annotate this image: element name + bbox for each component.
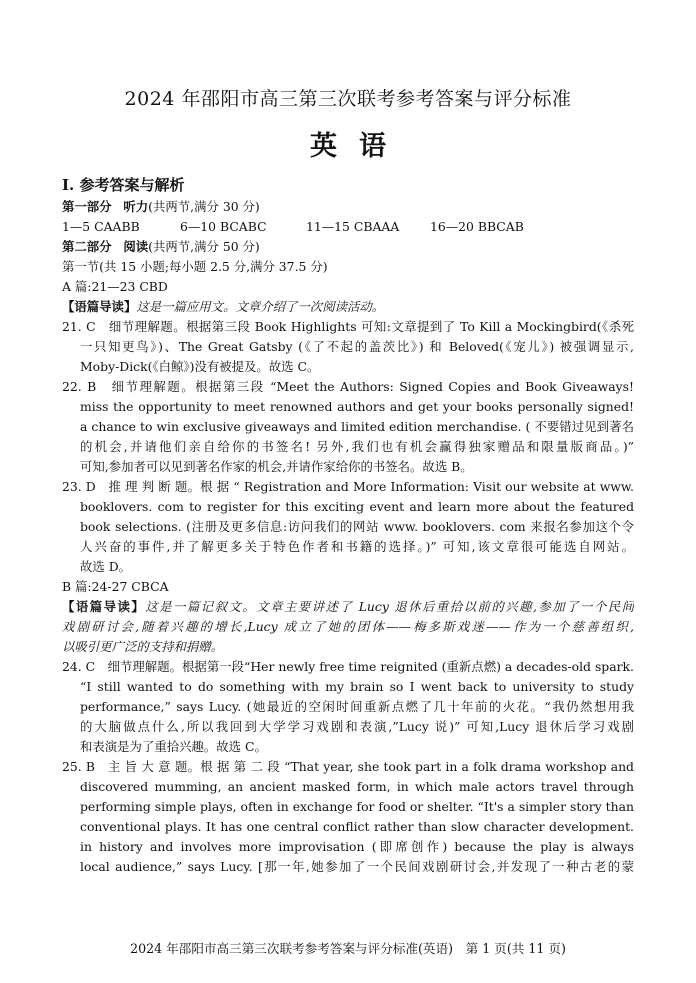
q23-line: 故选 D。: [80, 559, 132, 574]
part2-heading: [62, 237, 634, 257]
section-instructions: 第一节(共 15 小题;每小题 2.5 分,满分 37.5 分): [62, 259, 328, 274]
listening-answers: [62, 217, 634, 237]
subject-title: 英语: [310, 131, 408, 162]
q22-line: a chance to win exclusive giveaways and limited edition merchandise. ( 不要错过见到著名: [80, 419, 634, 434]
q25-line: local audience,” says Lucy. [那一年,她参加了一个民间戏剧研讨会,并发现了一种古老的蒙: [80, 859, 634, 874]
passage-a-answers: A 篇:21—23 CBD: [62, 279, 168, 294]
q22-line: 可知,参加者可以见到著名作家的机会,并请作家给你的书签名。故选 B。: [80, 459, 473, 474]
q24-line: performance,” says Lucy. (她最近的空闲时间重新点燃了几十年前的火花。“我仍然想用我: [80, 699, 634, 714]
part2-desc: (共两节,满分 50 分): [148, 239, 260, 254]
q24-line: 和表演是为了重拾兴趣。故选 C。: [80, 739, 267, 754]
guide-text: 这是一篇记叙文。文章主要讲述了 Lucy 退休后重拾以前的兴趣,参加了一个民间: [145, 599, 634, 614]
guide-label: 【语篇导读】: [62, 299, 137, 314]
q25-line: conventional plays. It has one central conflict rather than slow character development.: [80, 819, 634, 834]
q25-line: 25. B 主 旨 大 意 题。根 据 第 二 段 “That year, she took part in a folk drama workshop and: [62, 759, 634, 774]
q21-line: Moby-Dick(《白鲸》)没有被提及。故选 C。: [80, 359, 320, 374]
section-heading: Ⅰ. 参考答案与解析: [62, 176, 185, 194]
part1-label: 第一部分: [62, 199, 112, 214]
guide-text: 以吸引更广泛的支持和捐赠。: [62, 639, 224, 654]
q23-line: 23. D 推 理 判 断 题。根 据 “ Registration and More Information: Visit our website at www.: [62, 479, 634, 494]
q25-line: discovered mumming, an ancient masked form, in which male actors travel through: [80, 779, 634, 794]
document-body: [62, 174, 634, 877]
q23-line: booklovers. com to register for this exciting event and learn more about the featured: [80, 499, 634, 514]
guide-text: 戏剧研讨会,随着兴趣的增长,Lucy 成立了她的团体——梅多斯戏迷——作为一个慈善组织,: [62, 619, 634, 634]
q21-line: 21. C 细节理解题。根据第三段 Book Highlights 可知:文章提到了 To Kill a Mockingbird(《杀死: [62, 319, 634, 334]
part2-label: 第二部分: [62, 239, 112, 254]
q22-line: 22. B 细节理解题。根据第三段 “Meet the Authors: Signed Copies and Book Giveaways!: [62, 379, 634, 394]
q22-line: miss the opportunity to meet renowned authors and get your books personally signed!: [80, 399, 634, 414]
part2-name: 阅读: [123, 239, 149, 254]
q25-line: in history and involves more improvisation (即席创作) because the play is always: [80, 839, 634, 854]
document-title: 2024 年邵阳市高三第三次联考参考答案与评分标准: [124, 88, 572, 110]
q21-line: 一只知更鸟》)、The Great Gatsby (《了不起的盖茨比》) 和 Beloved(《宠儿》) 被强调显示,: [80, 339, 634, 354]
part1-heading: [62, 197, 634, 217]
q25-line: performing simple plays, often in exchange for food or shelter. “It's a simpler story than: [80, 799, 634, 814]
guide-text: 这是一篇应用文。文章介绍了一次阅读活动。: [136, 299, 385, 314]
guide-label: 【语篇导读】: [62, 599, 146, 614]
passage-a-guide: [62, 297, 634, 317]
answer-group: 1—5 CAABB: [62, 219, 140, 234]
part1-name: 听力: [123, 199, 149, 214]
q24-line: “I still wanted to do something with my brain so I went back to university to study: [80, 679, 634, 694]
passage-b-answers: B 篇:24-27 CBCA: [62, 579, 169, 594]
answer-group: 6—10 BCABC: [180, 219, 267, 234]
page-footer: 2024 年邵阳市高三第三次联考参考答案与评分标准(英语) 第 1 页(共 11 页): [130, 941, 566, 956]
answer-group: 16—20 BBCAB: [430, 219, 524, 234]
q24-line: 的大脑做点什么,所以我回到大学学习戏剧和表演,”Lucy 说)” 可知,Lucy 退休后学习戏剧: [80, 719, 634, 734]
q23-line: book selections. (注册及更多信息:访问我们的网站 www. booklovers. com 来报名参加这个令: [80, 519, 634, 534]
q23-line: 人兴奋的事件,并了解更多关于特色作者和书籍的选择。)” 可知,该文章很可能选自网站。: [80, 539, 634, 554]
q22-line: 的机会,并请他们亲自给你的书签名! 另外,我们也有机会赢得独家赠品和限量版商品。)”: [80, 439, 634, 454]
answer-group: 11—15 CBAAA: [306, 219, 400, 234]
q24-line: 24. C 细节理解题。根据第一段“Her newly free time reignited (重新点燃) a decades-old spark.: [62, 659, 634, 674]
part1-desc: (共两节,满分 30 分): [148, 199, 260, 214]
passage-b-guide: [62, 597, 634, 617]
